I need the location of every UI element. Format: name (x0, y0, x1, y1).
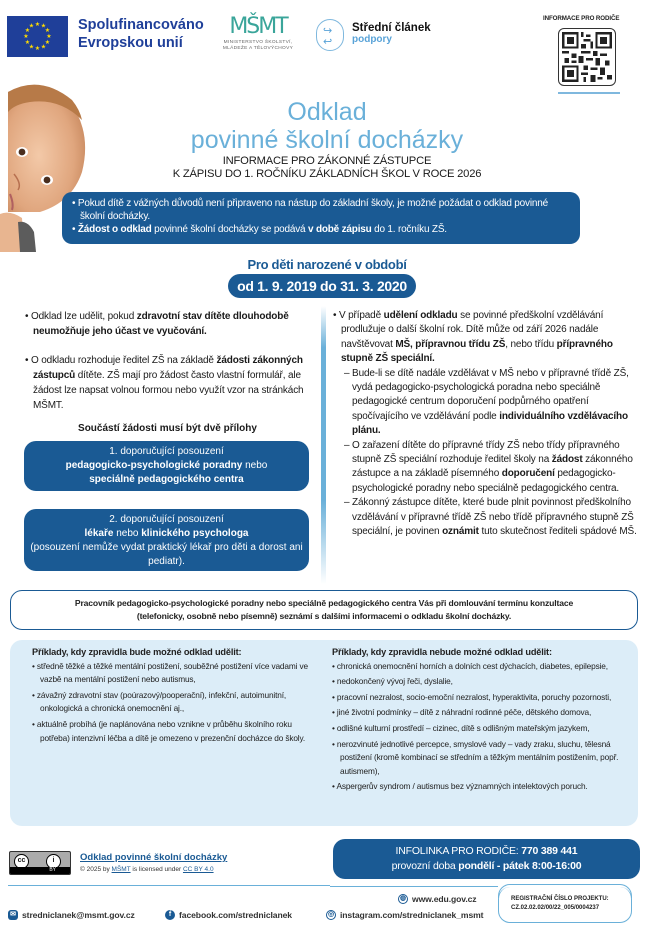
intro-box (62, 192, 580, 244)
app2-bold1: lékaře (84, 528, 114, 539)
r-d2-b1: žádost (551, 454, 583, 466)
list-item: • chronická onemocnění horních a dolních cest dýchacích, diabetes, epilepsie, (332, 660, 608, 671)
examples-no (332, 646, 634, 796)
subtitle-line2: K ZÁPISU DO 1. ROČNÍKU ZÁKLADNÍCH ŠKOL V ROCE 2026 (172, 168, 482, 180)
eu-cofinanced-text (78, 16, 204, 52)
web-link[interactable] (398, 894, 477, 904)
msmt-caption-line1: MINISTERSTVO ŠKOLSTVÍ, (223, 40, 293, 45)
app1-text: nebo (242, 460, 268, 471)
sc-sub: podpory (352, 34, 392, 45)
infoline-hours-line (333, 859, 640, 874)
facebook-text: facebook.com/strednicIanek (179, 910, 292, 920)
email-text: strednicIanek@msmt.gov.cz (22, 910, 135, 920)
left-b1-bold: zdravotní stav dítěte dlouhodobě neumožňuje jeho účast ve vyučování. (33, 311, 289, 337)
examples-yes-heading: Příklady, kdy zpravidla bude možné odklad udělit: (32, 647, 242, 657)
r-b1-b3: přípravného stupně ZŠ speciální. (341, 338, 613, 365)
intro-b2-bold1: Žádost o odklad (77, 224, 152, 235)
right-column (333, 309, 645, 540)
list-item: • středně těžké a těžké mentální postižení, souběžné postižení více vadami ve vazbě na mentální postižení nebo autismus, (32, 660, 308, 685)
svg-text:★: ★ (24, 39, 31, 46)
list-item: • aktuálně probíhá (je naplánována nebo vznikne v průběhu školního roku potřeba) intenzivní léčba a dítě je omezeno v prezenční docházce do školy. (32, 718, 306, 743)
title-line1: Odklad (287, 98, 367, 126)
cc-mid: is licensed under (130, 866, 183, 873)
qr-underline (558, 92, 620, 94)
r-d1-b: individuálního vzdělávacího plánu. (352, 410, 628, 437)
globe-icon: ◍ (399, 895, 406, 902)
r-b1-t2: se povinné předškolní vzdělávání prodlužuje o další školní rok. Dítě může od září 2026 nadále navštěvovat (341, 310, 604, 350)
svg-text:★: ★ (46, 33, 52, 40)
r-b1-t1: V případě (338, 310, 384, 321)
msmt-logo (212, 14, 304, 60)
facebook-icon: f (165, 910, 175, 920)
hours-value: pondělí - pátek 8:00-16:00 (458, 860, 582, 872)
svg-text:★: ★ (24, 27, 31, 34)
app1-bold2: speciálně pedagogického centra (89, 474, 244, 485)
intro-b2-text1: povinné školní docházky se podává (151, 224, 309, 235)
app2-text: nebo (113, 528, 142, 539)
app2-line2 (24, 527, 309, 541)
appendix-1-box (24, 441, 309, 491)
r-d2-b2: doporučení (501, 468, 555, 480)
consultation-note (10, 590, 638, 630)
r-d1-t: Bude-li se dítě nadále vzdělávat v MŠ nebo v přípravné třídě ZŠ, vydá pedagogicko-psychologická poradna nebo speciálně pedagogické centrum doporučení podpůrného opatření spočívajícího ve vzdělávání podle (352, 367, 629, 422)
appendix-2-box (24, 509, 309, 571)
app1-bold1: pedagogicko-psychologické poradny (65, 460, 243, 471)
web-text: www.edu.gov.cz (412, 894, 477, 904)
app1-line1: 1. doporučující posouzení (109, 446, 224, 457)
list-item: • nerozvinuté jednotlivé percepce, smyslové vady – vady zraku, sluchu, tělesná postižení (kromě kombinací se středním a těžkým mentálním postižením, popř. autismem), (332, 738, 619, 776)
cc-label: BY (10, 867, 70, 874)
svg-text:★: ★ (28, 22, 35, 30)
footer-divider-right (330, 886, 498, 887)
msmt-logo-letters: MŠMT (229, 14, 287, 39)
left-b2-text1: O odkladu rozhoduje ředitel ZŠ na základě (30, 355, 217, 366)
column-divider (321, 306, 326, 584)
right-dash-3: – Zákonný zástupce dítěte, které bude plnit povinnost předškolního vzdělávání v přípravné třídě ZŠ nebo třídě přípravného stupně ZŠ speciální, je povinen oznámit tuto skutečnost řediteli spádové MŠ. (344, 497, 637, 538)
eu-text-line2: Evropskou unií (78, 35, 183, 51)
subtitle-line1: INFORMACE PRO ZÁKONNÉ ZÁSTUPCE (222, 155, 432, 167)
eu-flag-logo (7, 16, 68, 57)
page-subtitle (80, 155, 574, 181)
left-column (25, 309, 315, 427)
list-item: • odlišné kulturní prostředí – cizinec, dítě s odlišným mateřským jazykem, (332, 722, 590, 733)
r-d3-b: oznámit (442, 526, 479, 538)
left-b2-bold: žádosti zákonných zástupců (33, 355, 303, 381)
right-dash-1: – Bude-li se dítě nadále vzdělávat v MŠ nebo v přípravné třídě ZŠ, vydá pedagogicko-psychologická poradna nebo speciálně pedagogické centrum doporučení podpůrného opatření spočívajícího ve vzdělávání podle individuálního vzdělávacího plánu. (344, 367, 629, 437)
examples-no-heading: Příklady, kdy zpravidla nebude možné odklad udělit: (332, 647, 552, 657)
license-line (80, 866, 214, 873)
left-bullet-2: • O odkladu rozhoduje ředitel ZŠ na základě žádosti zákonných zástupců dítěte. ZŠ mají pro žádost často vlastní formulář, ale žádost lze napsat volnou formou nebo využít vzor na stránkách MŠMT. (25, 355, 304, 411)
right-bullet-1: • V případě udělení odkladu se povinné předškolní vzdělávání prodlužuje o další školní rok. Dítě může od září 2026 nadále navštěvovat MŠ, přípravnou třídu ZŠ, nebo třídu přípravného stupně ZŠ speciální. (333, 310, 613, 365)
cc-icon: cc (14, 854, 29, 869)
title-line2: povinné školní docházky (190, 126, 464, 154)
app2-bold2: klinického psychologa (141, 528, 249, 539)
r-d2-t1: O zařazení dítěte do přípravné třídy ZŠ nebo třídy přípravného stupně ZŠ speciální rozhoduje ředitel školy na (352, 439, 620, 466)
infoline-phone[interactable]: 770 389 441 (521, 845, 578, 857)
eu-text-line1: Spolufinancováno (78, 17, 204, 33)
appendix-heading: Součástí žádosti musí být dvě přílohy (78, 423, 257, 434)
examples-no-list (332, 660, 634, 794)
eu-stars-icon (7, 16, 68, 57)
r-b1-b2: MŠ, přípravnou třídu ZŠ (395, 338, 506, 350)
examples-panel (10, 640, 638, 826)
infoline-box (333, 839, 640, 879)
infoline-label: INFOLINKA PRO RODIČE: (395, 845, 522, 857)
svg-text:★: ★ (34, 21, 41, 28)
cc-prefix: © 2025 by (80, 866, 112, 873)
infoline-phone-line (333, 844, 640, 859)
r-d3-t1: Zákonný zástupce dítěte, které bude plnit povinnost předškolního vzdělávání v přípravné třídě ZŠ nebo třídě přípravného stupně ZŠ speciální, je povinen (352, 497, 634, 538)
msmt-caption-line2: MLÁDEŽE A TĚLOVÝCHOVY (222, 46, 294, 51)
cc-by-badge[interactable] (9, 851, 71, 875)
svg-text:★: ★ (40, 43, 47, 51)
svg-text:★: ★ (44, 39, 51, 46)
license-link[interactable]: CC BY 4.0 (182, 866, 214, 873)
stredni-clanek-logo-text (352, 22, 431, 46)
facebook-link[interactable] (165, 910, 292, 920)
svg-text:★: ★ (28, 43, 35, 51)
svg-text:★: ★ (23, 33, 29, 40)
intro-b2-text2: do 1. ročníku ZŠ. (371, 224, 447, 235)
svg-text:★: ★ (44, 27, 51, 34)
qr-label: INFORMACE PRO RODIČE (543, 15, 620, 22)
attribution-icon: i (46, 854, 61, 869)
examples-yes-list (32, 660, 322, 746)
r-b1-b1: udělení odkladu (383, 310, 458, 321)
work-title-link[interactable]: Odklad povinné školní docházky (80, 852, 228, 863)
examples-yes (32, 646, 322, 747)
intro-bullet-1: • Pokud dítě z vážných důvodů není připraveno na nástup do základní školy, je možné požádat o odklad povinné školní docházky. (72, 198, 548, 222)
r-b1-t3: , nebo třídu (505, 338, 557, 350)
arrow-right-icon: ↪ (323, 25, 333, 37)
app2-note: (posouzení nemůže vydat praktický lékař pro děti a dorost ani pediatr). (30, 542, 303, 567)
reg-label: REGISTRAČNÍ ČÍSLO PROJEKTU: (511, 896, 609, 902)
instagram-link[interactable] (326, 910, 483, 920)
sc-name: Střední článek (352, 22, 431, 34)
list-item: • jiné životní podmínky – dítě z náhradní rodinné péče, dětského domova, (332, 707, 592, 718)
period-range-badge: od 1. 9. 2019 do 31. 3. 2020 (228, 274, 416, 298)
instagram-text: instagram.com/strednicIanek_msmt (340, 910, 484, 920)
period-heading: Pro děti narozené v období (247, 257, 407, 272)
list-item: • nedokončený vývoj řeči, dyslalie, (332, 676, 453, 687)
right-dash-2: – O zařazení dítěte do přípravné třídy ZŠ nebo třídy přípravného stupně ZŠ speciální rozhoduje ředitel školy na žádost zákonného zástupce a na základě písemného doporučení pedagogicko-psychologické poradny nebo speciálně pedagogického centra. (344, 439, 633, 494)
note-line1: Pracovník pedagogicko-psychologické poradny nebo speciálně pedagogického centra Vás při domlouvání termínu konzultace (74, 598, 574, 608)
author-link[interactable]: MŠMT (111, 866, 131, 873)
r-d3-t2: tuto skutečnost řediteli spádové MŠ. (478, 526, 637, 538)
svg-text:★: ★ (34, 45, 41, 52)
r-d2-t2: zákonného zástupce a na základě písemného (352, 454, 633, 480)
email-link[interactable] (8, 910, 135, 920)
app1-line2 (24, 459, 309, 473)
intro-bullet-2: • Žádost o odklad povinné školní docházky se podává v době zápisu do 1. ročníku ZŠ. (72, 224, 447, 235)
arrow-left-icon: ↩ (323, 36, 333, 48)
hours-label: provozní doba (391, 860, 459, 872)
list-item: • závažný zdravotní stav (poúrazový/pooperační), infekční, autoimunitní, onkologická a chronická onemocnění aj., (32, 689, 287, 714)
r-d2-t3: pedagogicko-psychologické poradny nebo speciálně pedagogického centra. (352, 468, 620, 494)
app2-line1: 2. doporučující posouzení (109, 514, 224, 525)
list-item: • Aspergerův syndrom / autismus bez významných intelektových poruch. (332, 781, 588, 792)
qr-code-icon (562, 32, 612, 82)
page-title (100, 98, 554, 154)
left-bullet-1: • Odklad lze udělit, pokud zdravotní stav dítěte dlouhodobě neumožňuje jeho účast ve vyučování. (25, 311, 289, 337)
svg-text:★: ★ (40, 22, 47, 30)
footer-divider-left (8, 885, 330, 886)
registration-box (498, 887, 632, 923)
left-b2-text2: dítěte. ZŠ mají pro žádost často vlastní formulář, ale žádost lze napsat volnou formou nebo využít vzor na stránkách MŠMT. (33, 370, 304, 411)
qr-code[interactable] (558, 28, 616, 86)
email-icon: ✉ (8, 910, 18, 920)
left-b1-text: Odklad lze udělit, pokud (30, 311, 137, 322)
stredni-clanek-logo-icon (316, 19, 344, 51)
intro-b2-bold2: v době zápisu (308, 224, 372, 235)
reg-number: CZ.02.02.02/00/22_005/0004237 (511, 905, 600, 911)
list-item: • pracovní nezralost, socio-emoční nezralost, hyperaktivita, poruchy pozornosti, (332, 691, 612, 702)
note-line2: (telefonicky, osobně nebo písemně) seznámí s dalšími informacemi o odkladu školní docházky. (136, 611, 512, 621)
app1-line3 (24, 473, 309, 487)
instagram-icon: ◎ (327, 911, 334, 918)
